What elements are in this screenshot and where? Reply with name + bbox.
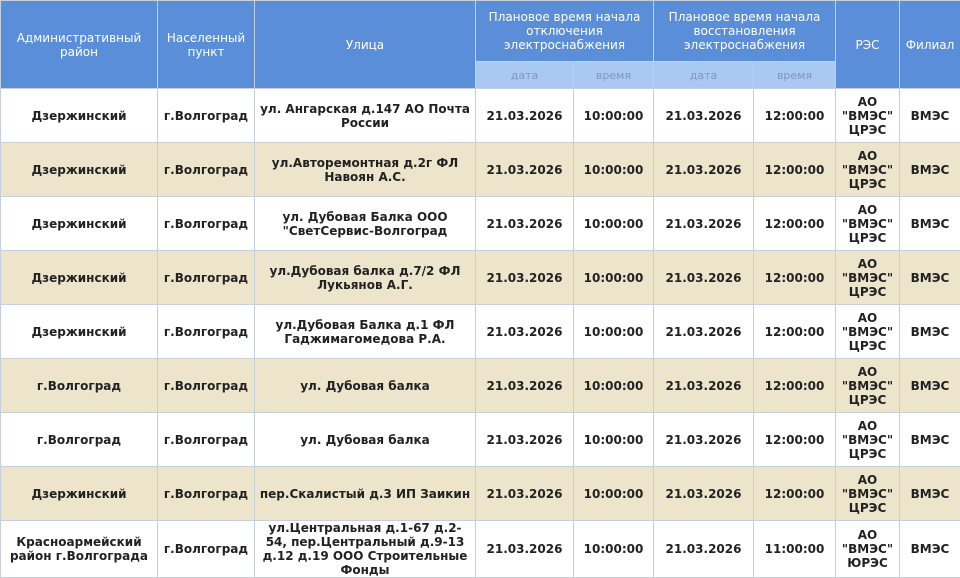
cell-district: Дзержинский	[1, 251, 158, 305]
cell-res: АО "ВМЭС" ЦРЭС	[836, 197, 900, 251]
cell-branch: ВМЭС	[900, 305, 960, 359]
cell-res: АО "ВМЭС" ЦРЭС	[836, 89, 900, 143]
cell-street: ул. Ангарская д.147 АО Почта России	[255, 89, 476, 143]
column-header-locality: Населенный пункт	[158, 1, 255, 89]
cell-on-date: 21.03.2026	[654, 305, 754, 359]
cell-locality: г.Волгоград	[158, 413, 255, 467]
cell-locality: г.Волгоград	[158, 359, 255, 413]
cell-on-date: 21.03.2026	[654, 521, 754, 578]
cell-street: ул.Дубовая балка д.7/2 ФЛ Лукьянов А.Г.	[255, 251, 476, 305]
cell-branch: ВМЭС	[900, 413, 960, 467]
cell-off-time: 10:00:00	[574, 305, 654, 359]
cell-on-time: 12:00:00	[754, 467, 836, 521]
cell-on-time: 12:00:00	[754, 413, 836, 467]
cell-branch: ВМЭС	[900, 467, 960, 521]
cell-street: ул.Дубовая Балка д.1 ФЛ Гаджимагомедова Р.А.	[255, 305, 476, 359]
subheader-on-date: дата	[654, 62, 754, 89]
cell-off-time: 10:00:00	[574, 521, 654, 578]
cell-res: АО "ВМЭС" ЦРЭС	[836, 413, 900, 467]
cell-on-time: 12:00:00	[754, 305, 836, 359]
cell-district: Дзержинский	[1, 89, 158, 143]
cell-res: АО "ВМЭС" ЦРЭС	[836, 143, 900, 197]
cell-off-date: 21.03.2026	[476, 359, 574, 413]
cell-locality: г.Волгоград	[158, 89, 255, 143]
cell-street: ул. Дубовая Балка ООО "СветСервис-Волгоград	[255, 197, 476, 251]
cell-off-time: 10:00:00	[574, 467, 654, 521]
cell-res: АО "ВМЭС" ЦРЭС	[836, 467, 900, 521]
cell-off-time: 10:00:00	[574, 359, 654, 413]
cell-off-date: 21.03.2026	[476, 467, 574, 521]
cell-district: г.Волгоград	[1, 413, 158, 467]
cell-on-date: 21.03.2026	[654, 197, 754, 251]
column-header-street: Улица	[255, 1, 476, 89]
column-header-off-time: Плановое время начала отключения электроснабжения	[476, 1, 654, 62]
cell-off-date: 21.03.2026	[476, 251, 574, 305]
cell-on-time: 12:00:00	[754, 143, 836, 197]
cell-branch: ВМЭС	[900, 521, 960, 578]
cell-district: Красноармейский район г.Волгограда	[1, 521, 158, 578]
cell-on-date: 21.03.2026	[654, 467, 754, 521]
cell-branch: ВМЭС	[900, 251, 960, 305]
table-row	[1, 197, 960, 251]
cell-district: г.Волгоград	[1, 359, 158, 413]
cell-on-time: 12:00:00	[754, 89, 836, 143]
column-header-restore-time: Плановое время начала восстановления электроснабжения	[654, 1, 836, 62]
cell-locality: г.Волгоград	[158, 305, 255, 359]
table-row	[1, 467, 960, 521]
cell-off-date: 21.03.2026	[476, 305, 574, 359]
cell-off-time: 10:00:00	[574, 251, 654, 305]
cell-off-date: 21.03.2026	[476, 413, 574, 467]
table-row	[1, 521, 960, 578]
cell-off-time: 10:00:00	[574, 197, 654, 251]
cell-on-date: 21.03.2026	[654, 251, 754, 305]
cell-off-date: 21.03.2026	[476, 521, 574, 578]
cell-on-time: 12:00:00	[754, 197, 836, 251]
table-header-row	[1, 1, 960, 62]
table-row	[1, 359, 960, 413]
cell-off-date: 21.03.2026	[476, 197, 574, 251]
cell-off-time: 10:00:00	[574, 413, 654, 467]
cell-district: Дзержинский	[1, 197, 158, 251]
cell-street: ул.Центральная д.1-67 д.2-54, пер.Центральный д.9-13 д.12 д.19 ООО Строительные Фонды	[255, 521, 476, 578]
cell-district: Дзержинский	[1, 143, 158, 197]
table-row	[1, 143, 960, 197]
cell-branch: ВМЭС	[900, 359, 960, 413]
cell-on-time: 11:00:00	[754, 521, 836, 578]
cell-res: АО "ВМЭС" ЦРЭС	[836, 251, 900, 305]
table-row	[1, 251, 960, 305]
cell-street: ул. Дубовая балка	[255, 413, 476, 467]
cell-locality: г.Волгоград	[158, 197, 255, 251]
cell-locality: г.Волгоград	[158, 143, 255, 197]
table-body	[1, 89, 960, 578]
table-row	[1, 89, 960, 143]
cell-on-time: 12:00:00	[754, 359, 836, 413]
cell-on-date: 21.03.2026	[654, 143, 754, 197]
column-header-res: РЭС	[836, 1, 900, 89]
cell-off-date: 21.03.2026	[476, 89, 574, 143]
subheader-off-time: время	[574, 62, 654, 89]
cell-district: Дзержинский	[1, 467, 158, 521]
cell-on-date: 21.03.2026	[654, 359, 754, 413]
cell-on-date: 21.03.2026	[654, 89, 754, 143]
subheader-off-date: дата	[476, 62, 574, 89]
cell-on-date: 21.03.2026	[654, 413, 754, 467]
cell-res: АО "ВМЭС" ЮРЭС	[836, 521, 900, 578]
cell-locality: г.Волгоград	[158, 521, 255, 578]
column-header-district: Административный район	[1, 1, 158, 89]
cell-street: ул.Авторемонтная д.2г ФЛ Навоян А.С.	[255, 143, 476, 197]
cell-on-time: 12:00:00	[754, 251, 836, 305]
cell-branch: ВМЭС	[900, 143, 960, 197]
table-row	[1, 305, 960, 359]
column-header-branch: Филиал	[900, 1, 960, 89]
cell-branch: ВМЭС	[900, 197, 960, 251]
cell-district: Дзержинский	[1, 305, 158, 359]
cell-locality: г.Волгоград	[158, 467, 255, 521]
cell-off-time: 10:00:00	[574, 143, 654, 197]
cell-branch: ВМЭС	[900, 89, 960, 143]
cell-locality: г.Волгоград	[158, 251, 255, 305]
cell-res: АО "ВМЭС" ЦРЭС	[836, 359, 900, 413]
cell-street: ул. Дубовая балка	[255, 359, 476, 413]
cell-off-date: 21.03.2026	[476, 143, 574, 197]
cell-off-time: 10:00:00	[574, 89, 654, 143]
subheader-on-time: время	[754, 62, 836, 89]
table-row	[1, 413, 960, 467]
cell-res: АО "ВМЭС" ЦРЭС	[836, 305, 900, 359]
cell-street: пер.Скалистый д.3 ИП Заикин	[255, 467, 476, 521]
